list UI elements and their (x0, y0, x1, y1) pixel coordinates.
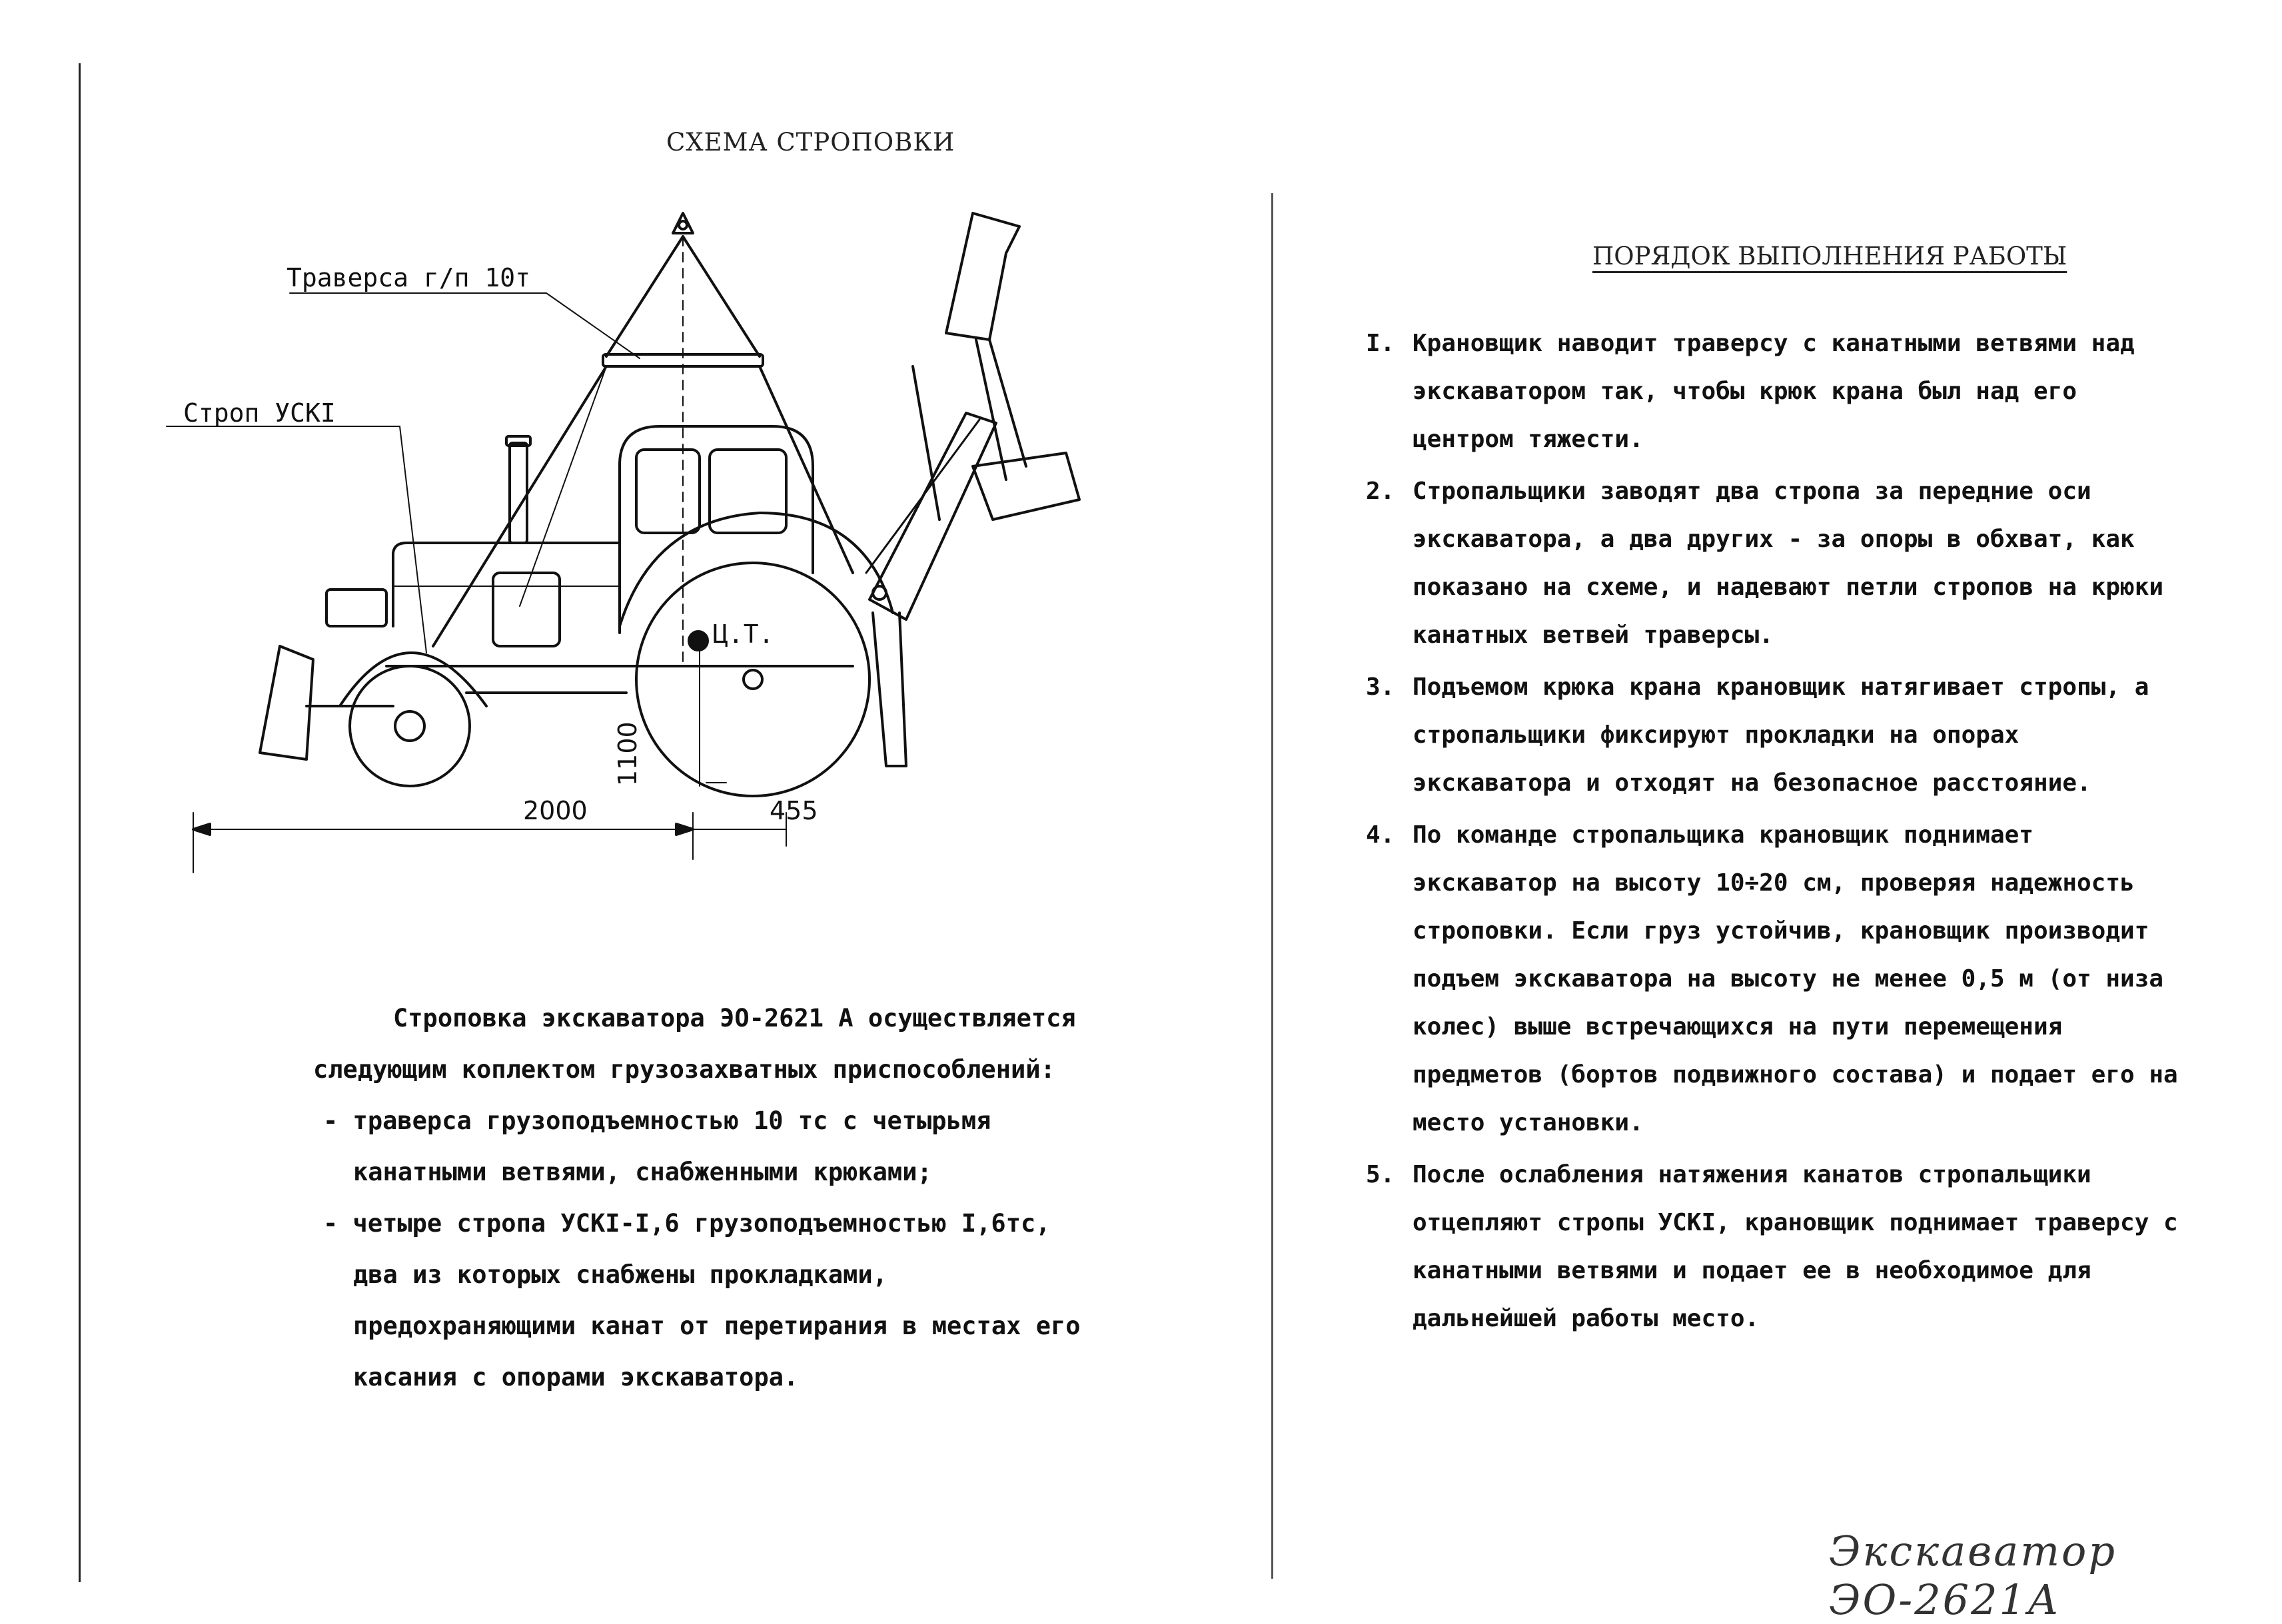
center-fold-line (1271, 193, 1273, 1579)
dozer-blade (260, 646, 313, 759)
bullet-item: - четыре стропа УСКI-I,6 грузоподъемностью I,6тс, два из которых снабжены прокладками, предохраняющими канат от перетирания в местах его касания с опорами экскаватора. (323, 1209, 1081, 1392)
step-number: I. (1366, 330, 1395, 357)
step-number: 4. (1366, 821, 1395, 849)
step-text: Крановщик наводит траверсу с канатными ветвями над экскаватором так, чтобы крюк крана был над его центром тяжести. (1413, 330, 2135, 453)
step-item (1366, 663, 2192, 807)
step-item (1366, 811, 2192, 1147)
step-item (1366, 1151, 2192, 1343)
left-body-text (313, 993, 1093, 1403)
dimension-455: 455 (770, 796, 818, 825)
sling-label: Строп УСКI (183, 398, 336, 428)
step-number: 5. (1366, 1161, 1395, 1188)
front-wheel (350, 666, 470, 786)
handwritten-note: Экскаватор ЭО-2621А (1829, 1527, 2117, 1624)
step-number: 3. (1366, 673, 1395, 701)
step-text: По команде стропальщика крановщик поднимает экскаватор на высоту 10÷20 см, проверяя надежность строповки. Если груз устойчив, крановщик производит подъем экскаватора на высоту не менее 0,5 м (от низа колес) выше встречающихся на пути перемещения предметов (бортов подвижного состава) и подает его на место установки. (1413, 821, 2178, 1136)
bullet-item: - траверса грузоподъемностью 10 тс с четырьмя канатными ветвями, снабженными крюками; (323, 1106, 991, 1186)
step-item (1366, 320, 2192, 464)
center-of-gravity-icon (689, 631, 708, 650)
step-number: 2. (1366, 478, 1395, 505)
cg-label: Ц.Т. (713, 619, 774, 649)
excavator-drawing (147, 200, 1226, 899)
rear-wheel (636, 563, 869, 796)
dimension-1100: 1100 (613, 721, 642, 786)
intro-paragraph: Строповка экскаватора ЭО-2621 А осуществляется следующим коплектом грузозахватных приспособлений: (313, 1004, 1076, 1084)
step-item (1366, 468, 2192, 659)
dimension-2000: 2000 (523, 796, 588, 825)
left-margin-line (79, 63, 81, 1582)
procedure-title: ПОРЯДОК ВЫПОЛНЕНИЯ РАБОТЫ (1592, 242, 2067, 270)
step-text: Подъемом крюка крана крановщик натягивает стропы, а стропальщики фиксируют прокладки на опорах экскаватора и отходят на безопасное расстояние. (1413, 673, 2149, 797)
step-text: Стропальщики заводят два стропа за передние оси экскаватора, а два других - за опоры в обхват, как показано на схеме, и надевают петли стропов на крюки канатных ветвей траверсы. (1413, 478, 2164, 649)
diagram-title: СХЕМА СТРОПОВКИ (666, 128, 955, 157)
backhoe-boom (869, 413, 996, 619)
procedure-steps (1366, 320, 2192, 1347)
traverse-label: Траверса г/п 10т (286, 263, 531, 292)
slinging-diagram (147, 200, 1226, 899)
step-text: После ослабления натяжения канатов стропальщики отцепляют стропы УСКI, крановщик поднимает траверсу с канатными ветвями и подает ее в необходимое для дальнейшей работы место. (1413, 1161, 2178, 1332)
